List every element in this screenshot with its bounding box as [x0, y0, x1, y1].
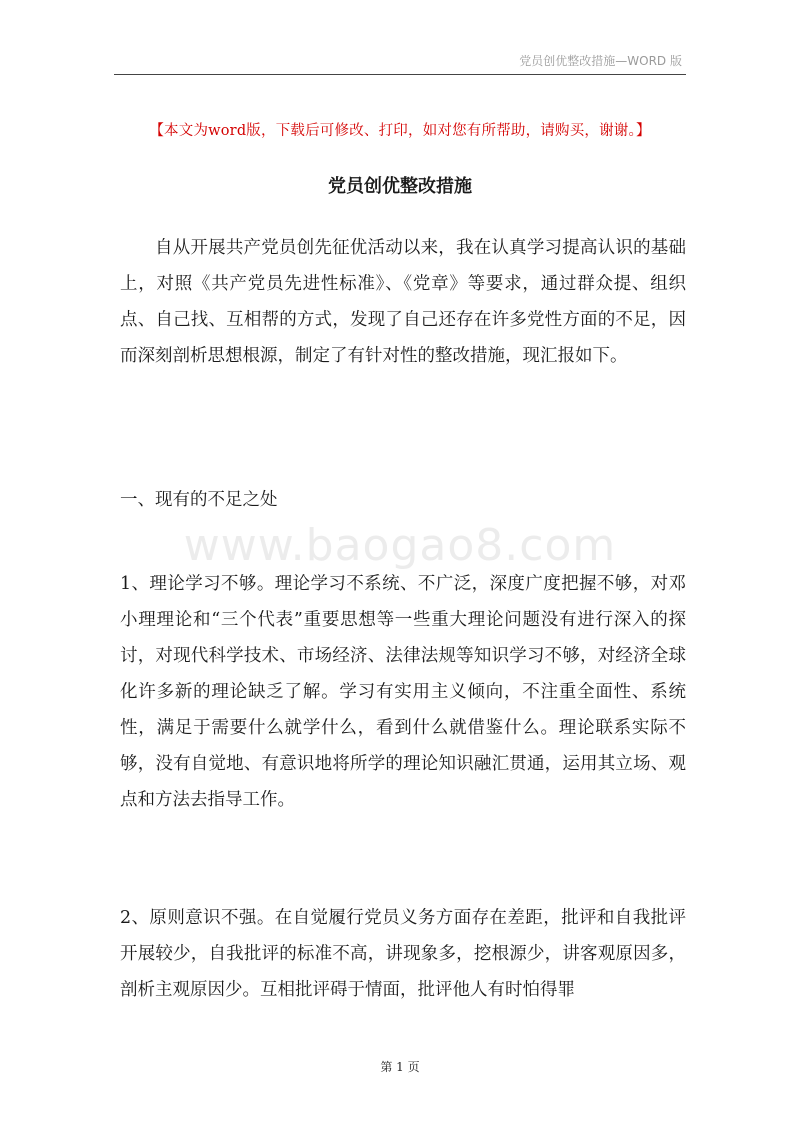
section-heading: 一、现有的不足之处	[120, 490, 278, 510]
page-number: 第 1 页	[380, 1060, 420, 1074]
document-title: 党员创优整改措施	[328, 176, 472, 197]
watermark: www.baogao8.com	[183, 520, 617, 571]
item-paragraph-1: 1、理论学习不够。理论学习不系统、不广泛，深度广度把握不够，对邓小理理论和“三个代表”重要思想等一些重大理论问题没有进行深入的探讨，对现代科学技术、市场经济、法律法规等知识学习不够，对经济全球化许多新的理论缺乏了解。学习有实用主义倾向，不注重全面性、系统性，满足于需要什么就学什么，看到什么就借鉴什么。理论联系实际不够，没有自觉地、有意识地将所学的理论知识融汇贯通，运用其立场、观点和方法去指导工作。	[120, 574, 686, 810]
intro-paragraph: 自从开展共产党员创先征优活动以来，我在认真学习提高认识的基础上，对照《共产党员先进性标准》、《党章》等要求，通过群众提、组织点、自己找、互相帮的方式，发现了自己还存在许多党性方面的不足，因而深刻剖析思想根源，制定了有针对性的整改措施，现汇报如下。	[120, 238, 686, 366]
header-divider	[114, 74, 686, 75]
item-paragraph-2: 2、原则意识不强。在自觉履行党员义务方面存在差距，批评和自我批评开展较少，自我批评的标准不高，讲现象多，挖根源少，讲客观原因多，剖析主观原因少。互相批评碍于情面，批评他人有时怕得罪	[120, 908, 686, 1000]
running-header: 党员创优整改措施—WORD 版	[519, 54, 682, 68]
purchase-notice: 【本文为word版，下载后可修改、打印，如对您有所帮助，请购买，谢谢。】	[149, 123, 651, 139]
